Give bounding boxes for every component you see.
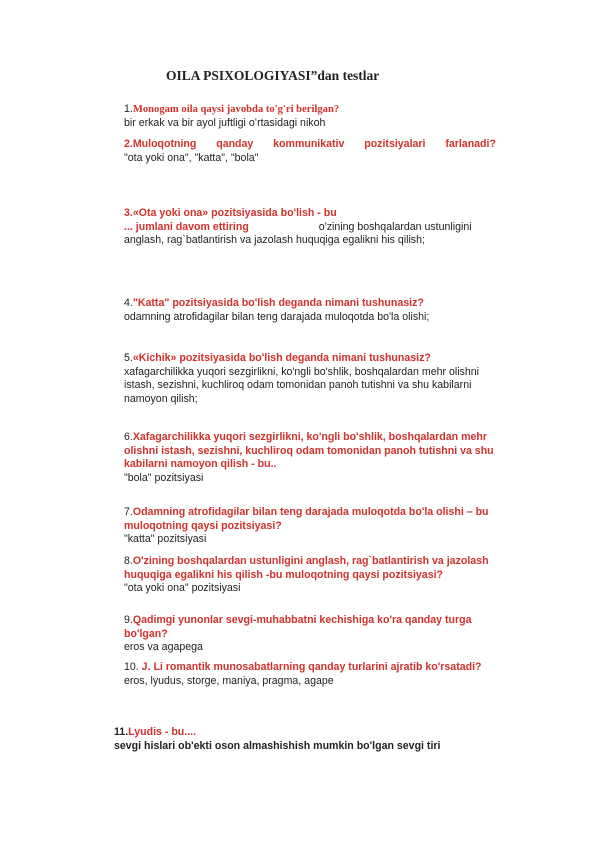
question-number: 1. [124,103,133,115]
answer-text: o'zining boshqalardan ustunligini [318,220,472,233]
answer-text: "katta" pozitsiyasi [124,533,207,546]
question-line: kabilarni namoyon qilish - bu.. [124,458,277,471]
question-word: 2.Muloqotning [124,138,197,150]
answer-text-continued: anglash, rag`batlantirish va jazolash huquqiga egalikni his qilish; [124,234,425,247]
question-text: Lyudis - bu.... [128,726,197,738]
answer-text: sevgi hislari ob'ekti oson almashishish mumkin bo'lgan sevgi tiri [114,739,441,752]
question-11 [114,726,514,753]
question-word: pozitsiyalari [364,138,426,150]
question-line: O'zining boshqalardan ustunligini anglash, rag`batlantirish va jazolash [132,555,489,567]
question-number: 11. [114,726,129,738]
question-line: olishni istash, sezishni, kuchliroq odam tomonidan panoh tutishni va shu [124,444,494,457]
question-word: kommunikativ [273,138,345,150]
question-line: bo'lgan? [124,627,168,640]
answer-text: odamning atrofidagilar bilan teng darajada muloqotda bo'la olishi; [124,310,430,323]
question-text: J. Li romantik munosabatlarning qanday turlarini ajratib ko'rsatadi? [141,661,482,673]
question-6 [124,431,496,485]
answer-text: "bola" pozitsiyasi [124,471,204,484]
question-number: 8. [124,555,133,567]
question-word: qanday [216,138,254,150]
page-title: OILA PSIXOLOGIYASI”dan testlar [166,68,380,83]
question-line: huquqiga egalikni his qilish -bu muloqotning qaysi pozitsiyasi? [124,568,444,581]
answer-text: "ota yoki ona", "katta", "bola" [124,151,259,164]
answer-text: eros, lyudus, storge, maniya, pragma, agape [124,674,334,687]
question-text [124,138,496,152]
question-3 [124,207,496,248]
question-number: 10. [124,661,142,673]
question-text-continued: ... jumlani davom ettiring [124,220,249,233]
answer-line: xafagarchilikka yuqori sezgirlikni, ko'ngli bo'shlik, boshqalardan mehr olishni [124,365,479,378]
answer-text: bir erkak va bir ayol juftligi oʻrtasidagi nikoh [124,116,326,129]
question-10 [124,661,496,688]
question-text: 3.«Ota yoki ona» pozitsiyasida bo'lish - bu [124,207,337,219]
question-7 [124,506,496,547]
question-number: 5. [124,352,133,364]
question-9 [124,614,496,655]
question-text: "Katta" pozitsiyasida bo'lish deganda nimani tushunasiz? [132,297,424,309]
question-number: 7. [124,506,133,518]
question-word: farlanadi? [445,138,496,150]
answer-line: istash, sezishni, kuchliroq odam tomonidan panoh tutishni va shu kabilarni [124,379,472,392]
answer-text: "ota yoki ona" pozitsiyasi [124,582,241,595]
question-line: Odamning atrofidagilar bilan teng darajada muloqotda bo'la olishi – bu [132,506,489,518]
question-2 [124,138,496,165]
question-4 [124,297,496,324]
question-8 [124,555,496,596]
question-1 [124,103,496,130]
question-text: «Kichik» pozitsiyasida bo'lish deganda nimani tushunasiz? [132,352,431,364]
question-line: Xafagarchilikka yuqori sezgirlikni, ko'ngli bo'shlik, boshqalardan mehr [132,431,487,443]
question-text: Monogam oila qaysi javobda to'g'ri berilgan? [132,104,340,115]
question-line: Qadimgi yunonlar sevgi-muhabbatni kechishiga ko'ra qanday turga [132,614,472,626]
question-number: 9. [124,614,133,626]
question-number: 6. [124,431,133,443]
question-number: 4. [124,297,133,309]
answer-text: eros va agapega [124,641,203,654]
question-line: muloqotning qaysi pozitsiyasi? [124,519,282,532]
answer-line: namoyon qilish; [124,392,198,405]
question-5 [124,352,496,406]
